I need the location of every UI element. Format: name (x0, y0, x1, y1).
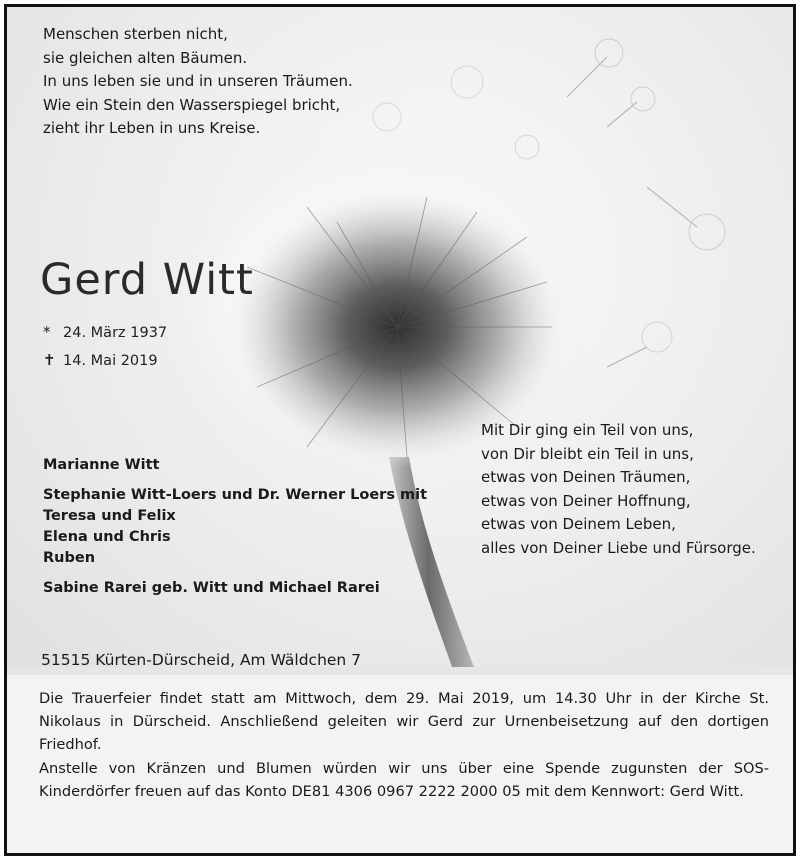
death-row (43, 347, 167, 375)
mourner-name: Ruben (43, 550, 96, 566)
mourners-list (43, 455, 427, 599)
mourner-name: Marianne Witt (43, 457, 160, 473)
mourner-name: Elena und Chris (43, 529, 171, 545)
poem-line: etwas von Deinen Träumen, (481, 468, 691, 486)
mourner-name: Teresa und Felix (43, 508, 176, 524)
poem-line: In uns leben sie und in unseren Träumen. (43, 72, 353, 90)
poem-line: Menschen sterben nicht, (43, 25, 228, 43)
right-poem (481, 419, 756, 560)
mourner-name: Sabine Rarei geb. Witt und Michael Rarei (43, 580, 380, 596)
poem-line: zieht ihr Leben in uns Kreise. (43, 119, 261, 137)
poem-line: alles von Deiner Liebe und Fürsorge. (481, 538, 756, 557)
poem-line: Mit Dir ging ein Teil von uns, (481, 421, 694, 439)
birth-row (43, 319, 167, 347)
poem-line: Wie ein Stein den Wasserspiegel bricht, (43, 95, 341, 114)
poem-line: etwas von Deiner Hoffnung, (481, 491, 691, 510)
funeral-paragraph: Die Trauerfeier findet statt am Mittwoch, dem 29. Mai 2019, um 14.30 Uhr in der Kirche St. Nikolaus in Dürscheid. Anschließend geleiten wir Gerd zur Urnenbeisetzung auf den dortigen Friedhof. (39, 690, 769, 754)
obituary-notice (4, 4, 796, 856)
family-address: 51515 Kürten-Dürscheid, Am Wäldchen 7 (41, 651, 362, 669)
top-poem (43, 23, 353, 141)
birth-date: 24. März 1937 (63, 325, 168, 341)
death-date: 14. Mai 2019 (63, 353, 158, 369)
donation-paragraph: Anstelle von Kränzen und Blumen würden wir uns über eine Spende zugunsten der SOS-Kinderdörfer freuen auf das Konto DE81 4306 0967 2222 2000 05 mit dem Kennwort: Gerd Witt. (39, 759, 769, 800)
poem-line: etwas von Deinem Leben, (481, 515, 676, 533)
death-cross-icon: ✝ (43, 351, 56, 369)
poem-line: von Dir bleibt ein Teil in uns, (481, 444, 694, 463)
life-dates (43, 319, 167, 375)
poem-line: sie gleichen alten Bäumen. (43, 48, 248, 67)
birth-star-icon: * (43, 323, 51, 341)
deceased-name: Gerd Witt (40, 255, 254, 305)
mourner-name: Stephanie Witt-Loers und Dr. Werner Loers mit (43, 487, 428, 503)
service-information (39, 687, 769, 803)
